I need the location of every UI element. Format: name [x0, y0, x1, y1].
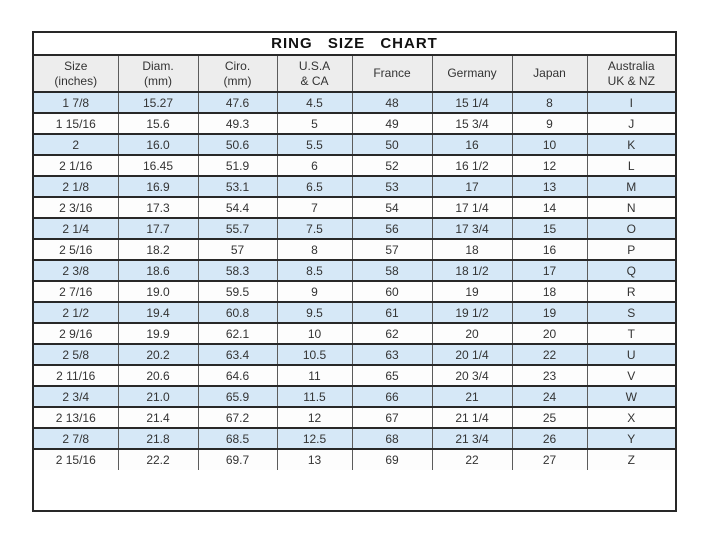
table-cell: 21 1/4 — [432, 407, 512, 428]
table-cell: W — [587, 386, 675, 407]
column-header-japan — [512, 56, 587, 92]
table-cell: 6.5 — [277, 176, 352, 197]
column-header-label: Germany — [447, 66, 497, 81]
table-cell: 23 — [512, 365, 587, 386]
table-cell: 5 — [277, 113, 352, 134]
table-cell: Q — [587, 260, 675, 281]
table-cell: 19 — [432, 281, 512, 302]
table-cell: 17 — [512, 260, 587, 281]
table-cell: 60 — [352, 281, 432, 302]
table-cell: 18 1/2 — [432, 260, 512, 281]
table-cell: 2 — [34, 134, 118, 155]
table-cell: 1 15/16 — [34, 113, 118, 134]
column-header-australia-uk-nz — [587, 56, 675, 92]
table-cell: 2 13/16 — [34, 407, 118, 428]
table-cell: 13 — [512, 176, 587, 197]
table-cell: 2 1/16 — [34, 155, 118, 176]
column-header-label: Australia — [607, 59, 655, 74]
table-row — [34, 281, 675, 302]
table-cell: 62 — [352, 323, 432, 344]
table-cell: 54 — [352, 197, 432, 218]
column-header-sublabel: (mm) — [144, 73, 172, 88]
table-cell: 21.8 — [118, 428, 198, 449]
table-cell: 2 3/4 — [34, 386, 118, 407]
column-header-diameter-mm — [118, 56, 198, 92]
table-row — [34, 218, 675, 239]
table-cell: 18 — [512, 281, 587, 302]
table-cell: 20.6 — [118, 365, 198, 386]
table-row — [34, 407, 675, 428]
table-cell: 69.7 — [198, 449, 277, 470]
table-row — [34, 365, 675, 386]
table-row — [34, 449, 675, 470]
column-header-label: U.S.A — [298, 59, 331, 74]
table-cell: 2 1/2 — [34, 302, 118, 323]
table-cell: 2 3/8 — [34, 260, 118, 281]
table-cell: 53 — [352, 176, 432, 197]
table-cell: Y — [587, 428, 675, 449]
table-cell: 57 — [352, 239, 432, 260]
table-cell: 17 — [432, 176, 512, 197]
table-cell: 11.5 — [277, 386, 352, 407]
table-cell: 26 — [512, 428, 587, 449]
table-cell: 2 9/16 — [34, 323, 118, 344]
table-row — [34, 386, 675, 407]
table-row — [34, 155, 675, 176]
table-cell: 64.6 — [198, 365, 277, 386]
table-cell: 17.7 — [118, 218, 198, 239]
table-cell: T — [587, 323, 675, 344]
table-cell: M — [587, 176, 675, 197]
table-cell: 24 — [512, 386, 587, 407]
table-cell: L — [587, 155, 675, 176]
table-cell: 10 — [512, 134, 587, 155]
table-cell: 52 — [352, 155, 432, 176]
table-cell: U — [587, 344, 675, 365]
table-cell: 16 — [432, 134, 512, 155]
ring-size-chart — [32, 31, 677, 512]
table-cell: 19.0 — [118, 281, 198, 302]
table-cell: 2 5/16 — [34, 239, 118, 260]
table-cell: 22.2 — [118, 449, 198, 470]
table-cell: 16.45 — [118, 155, 198, 176]
table-cell: 63.4 — [198, 344, 277, 365]
table-row — [34, 428, 675, 449]
table-cell: 20 — [432, 323, 512, 344]
table-cell: 58 — [352, 260, 432, 281]
table-cell: 10 — [277, 323, 352, 344]
table-cell: 62.1 — [198, 323, 277, 344]
table-cell: Z — [587, 449, 675, 470]
table-cell: I — [587, 92, 675, 113]
table-cell: 2 7/8 — [34, 428, 118, 449]
column-header-usa-ca — [277, 56, 352, 92]
column-header-label: Diam. — [142, 59, 174, 74]
table-cell: 19.4 — [118, 302, 198, 323]
table-cell: R — [587, 281, 675, 302]
table-row — [34, 260, 675, 281]
table-cell: 21.0 — [118, 386, 198, 407]
table-cell: 20.2 — [118, 344, 198, 365]
table-cell: 20 — [512, 323, 587, 344]
table-cell: 49.3 — [198, 113, 277, 134]
table-cell: V — [587, 365, 675, 386]
table-cell: 56 — [352, 218, 432, 239]
column-header-label: France — [373, 66, 411, 81]
table-cell: 12 — [512, 155, 587, 176]
table-row — [34, 134, 675, 155]
table-cell: P — [587, 239, 675, 260]
column-header-circumference-mm — [198, 56, 277, 92]
table-cell: 18.6 — [118, 260, 198, 281]
table-cell: 66 — [352, 386, 432, 407]
table-cell: K — [587, 134, 675, 155]
table-cell: S — [587, 302, 675, 323]
table-cell: 15 1/4 — [432, 92, 512, 113]
table-cell: 15 — [512, 218, 587, 239]
table-cell: 10.5 — [277, 344, 352, 365]
table-cell: 15 3/4 — [432, 113, 512, 134]
column-header-label: Japan — [533, 66, 566, 81]
table-cell: 21 3/4 — [432, 428, 512, 449]
table-cell: 69 — [352, 449, 432, 470]
table-cell: 68 — [352, 428, 432, 449]
table-cell: 48 — [352, 92, 432, 113]
column-header-sublabel: (mm) — [223, 73, 252, 88]
table-cell: 2 1/4 — [34, 218, 118, 239]
table-cell: 18.2 — [118, 239, 198, 260]
table-cell: 67 — [352, 407, 432, 428]
table-cell: 9.5 — [277, 302, 352, 323]
table-cell: 17.3 — [118, 197, 198, 218]
table-row — [34, 323, 675, 344]
table-cell: 6 — [277, 155, 352, 176]
table-cell: 9 — [512, 113, 587, 134]
table-cell: 51.9 — [198, 155, 277, 176]
column-header-size-inches — [34, 56, 118, 92]
table-cell: 2 5/8 — [34, 344, 118, 365]
table-cell: 21 — [432, 386, 512, 407]
table-cell: 67.2 — [198, 407, 277, 428]
table-cell: 1 7/8 — [34, 92, 118, 113]
table-cell: O — [587, 218, 675, 239]
table-row — [34, 239, 675, 260]
table-row — [34, 176, 675, 197]
table-cell: 58.3 — [198, 260, 277, 281]
table-cell: 61 — [352, 302, 432, 323]
column-header-france — [352, 56, 432, 92]
table-cell: 60.8 — [198, 302, 277, 323]
table-cell: 14 — [512, 197, 587, 218]
table-row — [34, 344, 675, 365]
column-header-sublabel: & CA — [300, 73, 329, 88]
table-cell: 11 — [277, 365, 352, 386]
table-cell: 65.9 — [198, 386, 277, 407]
table-cell: 50.6 — [198, 134, 277, 155]
table-cell: J — [587, 113, 675, 134]
table-cell: 8.5 — [277, 260, 352, 281]
ring-size-table — [34, 56, 675, 470]
table-cell: 2 3/16 — [34, 197, 118, 218]
table-cell: 47.6 — [198, 92, 277, 113]
table-row — [34, 197, 675, 218]
table-cell: 65 — [352, 365, 432, 386]
table-cell: 16.0 — [118, 134, 198, 155]
table-cell: 19.9 — [118, 323, 198, 344]
table-cell: 7.5 — [277, 218, 352, 239]
table-cell: 13 — [277, 449, 352, 470]
column-header-sublabel: (inches) — [54, 73, 98, 88]
table-cell: 2 7/16 — [34, 281, 118, 302]
table-cell: 19 1/2 — [432, 302, 512, 323]
table-cell: 55.7 — [198, 218, 277, 239]
table-cell: 17 1/4 — [432, 197, 512, 218]
table-cell: 19 — [512, 302, 587, 323]
table-cell: 22 — [432, 449, 512, 470]
ring-size-table-body — [34, 92, 675, 470]
table-cell: 63 — [352, 344, 432, 365]
table-cell: 21.4 — [118, 407, 198, 428]
table-cell: 15.6 — [118, 113, 198, 134]
table-cell: 16.9 — [118, 176, 198, 197]
table-cell: 8 — [277, 239, 352, 260]
table-cell: 54.4 — [198, 197, 277, 218]
table-cell: 59.5 — [198, 281, 277, 302]
table-cell: 20 3/4 — [432, 365, 512, 386]
table-row — [34, 113, 675, 134]
table-cell: 20 1/4 — [432, 344, 512, 365]
table-cell: 2 15/16 — [34, 449, 118, 470]
table-cell: 7 — [277, 197, 352, 218]
column-header-sublabel: UK & NZ — [607, 73, 655, 88]
table-cell: 68.5 — [198, 428, 277, 449]
column-header-label: Ciro. — [224, 59, 251, 74]
column-header-germany — [432, 56, 512, 92]
table-cell: 25 — [512, 407, 587, 428]
table-cell: 12 — [277, 407, 352, 428]
table-cell: 9 — [277, 281, 352, 302]
table-cell: 2 1/8 — [34, 176, 118, 197]
table-cell: 53.1 — [198, 176, 277, 197]
table-cell: N — [587, 197, 675, 218]
table-cell: 16 1/2 — [432, 155, 512, 176]
table-cell: 18 — [432, 239, 512, 260]
table-cell: 4.5 — [277, 92, 352, 113]
table-cell: 57 — [198, 239, 277, 260]
table-cell: 27 — [512, 449, 587, 470]
table-cell: 2 11/16 — [34, 365, 118, 386]
table-header-row — [34, 56, 675, 92]
column-header-label: Size — [64, 59, 88, 74]
chart-title: RING SIZE CHART — [34, 33, 675, 56]
table-cell: 8 — [512, 92, 587, 113]
table-cell: 15.27 — [118, 92, 198, 113]
table-cell: X — [587, 407, 675, 428]
table-cell: 5.5 — [277, 134, 352, 155]
table-cell: 16 — [512, 239, 587, 260]
table-row — [34, 92, 675, 113]
table-cell: 50 — [352, 134, 432, 155]
table-cell: 22 — [512, 344, 587, 365]
table-cell: 12.5 — [277, 428, 352, 449]
table-cell: 17 3/4 — [432, 218, 512, 239]
table-cell: 49 — [352, 113, 432, 134]
table-row — [34, 302, 675, 323]
